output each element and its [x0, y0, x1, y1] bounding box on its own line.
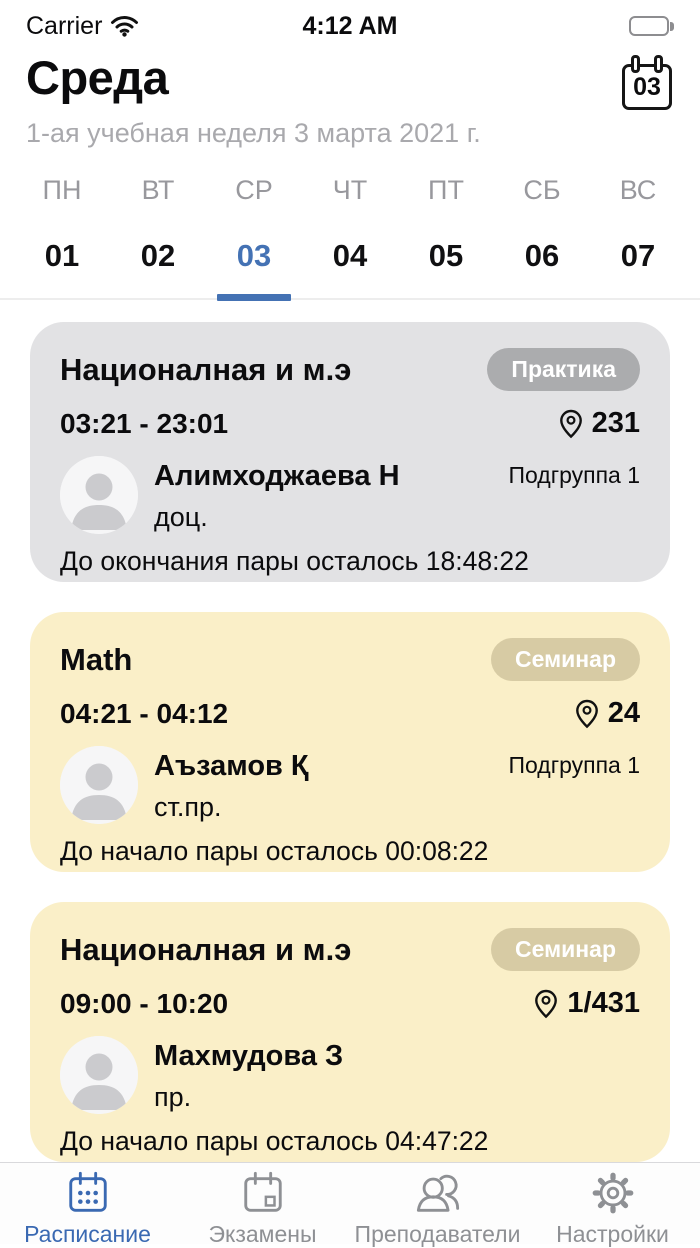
lesson-time: 04:21 - 04:12 — [60, 697, 229, 729]
lesson-time: 03:21 - 23:01 — [60, 407, 229, 439]
lesson-card[interactable] — [30, 902, 670, 1162]
teacher-rank: ст.пр. — [154, 792, 222, 822]
week-day-number: 03 — [236, 238, 272, 273]
week-day[interactable] — [110, 175, 206, 298]
cards-list — [0, 300, 700, 1162]
calendar-day-number: 03 — [633, 72, 661, 101]
wifi-icon — [110, 15, 139, 37]
teacher-rank: доц. — [154, 502, 208, 532]
week-day-label: ПТ — [428, 175, 464, 205]
week-day-label: ПН — [42, 175, 82, 205]
teacher-name: Алимходжаева Н — [154, 460, 400, 492]
week-day[interactable] — [206, 175, 302, 298]
teacher-avatar — [60, 456, 138, 534]
week-day-label: ЧТ — [332, 175, 368, 205]
calendar-grid-icon — [65, 1171, 111, 1215]
tab-bar — [0, 1162, 700, 1247]
lesson-type-badge: Практика — [487, 348, 640, 391]
week-day-number: 02 — [140, 238, 176, 273]
week-day[interactable] — [14, 175, 110, 298]
week-day-number: 01 — [44, 238, 80, 273]
tab-label: Экзамены — [208, 1221, 317, 1247]
teacher-avatar — [60, 1036, 138, 1114]
week-day-label: СБ — [523, 175, 561, 205]
week-day[interactable] — [590, 175, 686, 298]
week-day-label: ВС — [619, 175, 657, 205]
teacher-name: Аъзамов Қ — [154, 750, 309, 782]
week-strip — [0, 175, 700, 300]
status-bar — [0, 0, 700, 42]
week-day[interactable] — [494, 175, 590, 298]
location-pin-icon — [559, 409, 583, 439]
exam-calendar-icon — [240, 1171, 286, 1215]
battery-icon — [629, 16, 674, 36]
teachers-icon — [414, 1171, 462, 1215]
teacher-name: Махмудова З — [154, 1040, 344, 1072]
selected-day-underline — [217, 294, 291, 301]
lesson-title: Националная и м.э — [60, 351, 352, 387]
calendar-peg — [631, 55, 640, 73]
countdown-text: До начало пары осталось 04:47:22 — [60, 1126, 489, 1156]
calendar-picker-icon[interactable] — [622, 64, 672, 110]
clock: 4:12 AM — [302, 11, 398, 40]
tab-label: Настройки — [556, 1221, 669, 1247]
gear-icon — [590, 1171, 636, 1215]
lesson-card[interactable] — [30, 612, 670, 872]
room-number: 1/431 — [567, 987, 640, 1019]
tab-label: Преподаватели — [354, 1221, 521, 1247]
room-number: 231 — [591, 407, 640, 439]
header — [0, 42, 700, 149]
week-day-label: СР — [235, 175, 273, 205]
countdown-text: До окончания пары осталось 18:48:22 — [60, 546, 529, 576]
subgroup-label: Подгруппа 1 — [508, 752, 640, 778]
lesson-type-badge: Семинар — [491, 928, 640, 971]
week-day-number: 04 — [332, 238, 368, 273]
teacher-avatar — [60, 746, 138, 824]
calendar-peg — [654, 55, 663, 73]
tab-label: Расписание — [24, 1221, 151, 1247]
tab-teachers[interactable] — [350, 1171, 525, 1248]
week-day-number: 07 — [620, 238, 656, 273]
lesson-time: 09:00 - 10:20 — [60, 987, 229, 1019]
week-day-number: 05 — [428, 238, 464, 273]
lesson-title: Math — [60, 641, 133, 677]
week-day-label: ВТ — [141, 175, 175, 205]
tab-settings[interactable] — [525, 1171, 700, 1248]
lesson-title: Националная и м.э — [60, 931, 352, 967]
lesson-card[interactable] — [30, 322, 670, 582]
teacher-rank: пр. — [154, 1082, 192, 1112]
carrier-label: Carrier — [26, 11, 103, 40]
tab-schedule[interactable] — [0, 1171, 175, 1248]
countdown-text: До начало пары осталось 00:08:22 — [60, 836, 489, 866]
week-day-number: 06 — [524, 238, 560, 273]
lesson-type-badge: Семинар — [491, 638, 640, 681]
week-day[interactable] — [302, 175, 398, 298]
location-pin-icon — [575, 699, 599, 729]
week-day[interactable] — [398, 175, 494, 298]
week-subtitle: 1-ая учебная неделя 3 марта 2021 г. — [26, 118, 481, 148]
page-title: Среда — [26, 51, 169, 104]
room-number: 24 — [607, 697, 640, 729]
location-pin-icon — [534, 989, 558, 1019]
tab-exams[interactable] — [175, 1171, 350, 1248]
subgroup-label: Подгруппа 1 — [508, 462, 640, 488]
